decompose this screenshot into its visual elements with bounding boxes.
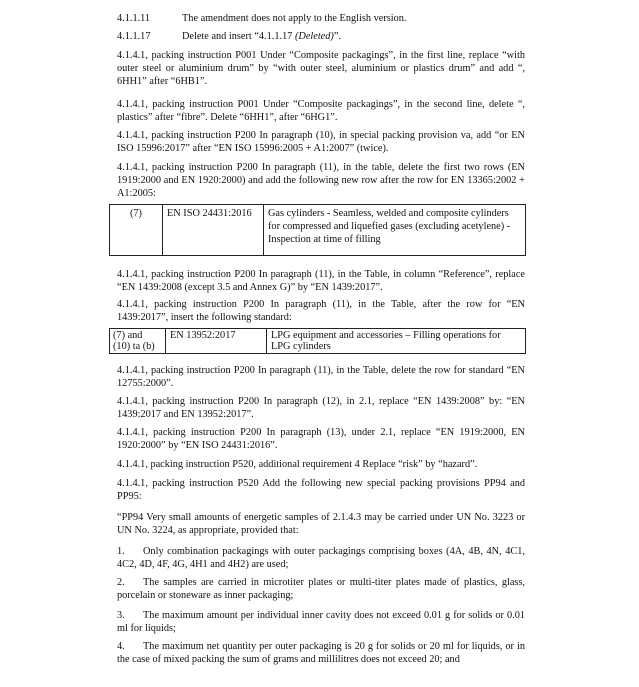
paragraph-11: 4.1.4.1, packing instruction P520 Add the following new special packing provisions PP94 and PP95: [117,478,525,502]
table-cell-paragraph: (7) and (10) ta (b) [110,329,166,354]
section-text-4-1-1-11: The amendment does not apply to the English version. [182,13,407,24]
paragraph-4: 4.1.4.1, packing instruction P200 In paragraph (11), in the table, delete the first two rows (EN 1919:2000 and EN 1920:2000) and add the following new row after the row for EN 13365:2002 + A1:2005: [117,162,525,199]
table-row [110,329,526,354]
text-before: Delete and insert “4.1.1.17 [182,31,295,42]
table-cell-reference: EN ISO 24431:2016 [163,205,264,256]
list-item-text: The samples are carried in microtiter plates or multi-titer plates made of plastics, glass, porcelain or stoneware as inner packaging; [117,577,525,601]
list-item-number: 3. [117,610,125,621]
list-item-number: 4. [117,641,125,652]
paragraph-9: 4.1.4.1, packing instruction P200 In paragraph (13), under 2.1, replace “EN 1919:2000, EN 1920:2000” by “EN ISO 24431:2016”. [117,427,525,451]
standard-table-1 [109,204,526,256]
paragraph-5: 4.1.4.1, packing instruction P200 In paragraph (11), in the Table, in column “Reference”, replace “EN 1439:2008 (except 3.5 and Annex G)” by “EN 1439:2017”. [117,269,525,293]
paragraph-pp94: “PP94 Very small amounts of energetic samples of 2.1.4.3 may be carried under UN No. 3223 or UN No. 3224, as appropriate, provided that: [117,512,525,536]
list-item-2 [117,576,525,602]
table-cell-paragraph: (7) [110,205,163,256]
table-row [110,205,526,256]
table-cell-title: Gas cylinders - Seamless, welded and composite cylinders for compressed and liquefied gases (excluding acetylene) - Inspection at time of filling [264,205,526,256]
deleted-italic: (Deleted) [294,31,334,42]
list-item-4 [117,640,525,666]
list-item-1 [117,545,525,571]
paragraph-3: 4.1.4.1, packing instruction P200 In paragraph (10), in special packing provision va, add “or EN ISO 15996:2017” after “EN ISO 15996:2005 + A1:2007” (twice). [117,130,525,154]
section-text-4-1-1-17 [182,30,341,43]
paragraph-7: 4.1.4.1, packing instruction P200 In paragraph (11), in the Table, delete the row for standard “EN 12755:2000”. [117,365,525,389]
list-item-number: 1. [117,546,125,557]
paragraph-1: 4.1.4.1, packing instruction P001 Under “Composite packagings”, in the first line, replace “with outer steel or aluminium drum” by “with outer steel, aluminium or plastics drum” and add “, 6HH1” after “6HB1”. [117,50,525,87]
section-code-4-1-1-11: 4.1.1.11 [117,13,151,24]
table-cell-reference: EN 13952:2017 [166,329,267,354]
list-item-text: The maximum net quantity per outer packaging is 20 g for solids or 20 ml for liquids, or in the case of mixed packing the sum of grams and millilitres does not exceed 20; and [117,641,525,665]
standard-table-2 [109,328,526,354]
list-item-text: The maximum amount per individual inner cavity does not exceed 0.01 g for solids or 0.01 ml for liquids; [117,610,525,634]
list-item-number: 2. [117,577,125,588]
paragraph-10: 4.1.4.1, packing instruction P520, additional requirement 4 Replace “risk” by “hazard”. [117,459,478,470]
paragraph-8: 4.1.4.1, packing instruction P200 In paragraph (12), in 2.1, replace “EN 1439:2008” by: “EN 1439:2017 and EN 13952:2017”. [117,396,525,420]
table-cell-title: LPG equipment and accessories – Filling operations for LPG cylinders [267,329,526,354]
section-code-4-1-1-17: 4.1.1.17 [117,31,151,42]
list-item-text: Only combination packagings with outer packagings comprising boxes (4A, 4B, 4N, 4C1, 4C2, 4D, 4F, 4G, 4H1 and 4H2) are used; [117,546,525,570]
paragraph-6: 4.1.4.1, packing instruction P200 In paragraph (11), in the Table, after the row for “EN 1439:2017”, insert the following standard: [117,299,525,323]
list-item-3 [117,609,525,635]
text-after: ”. [333,31,341,42]
paragraph-2: 4.1.4.1, packing instruction P001 Under “Composite packagings”, in the second line, delete “, plastics” after “fibre”. Delete “6HH1”, after “6HG1”. [117,99,525,123]
